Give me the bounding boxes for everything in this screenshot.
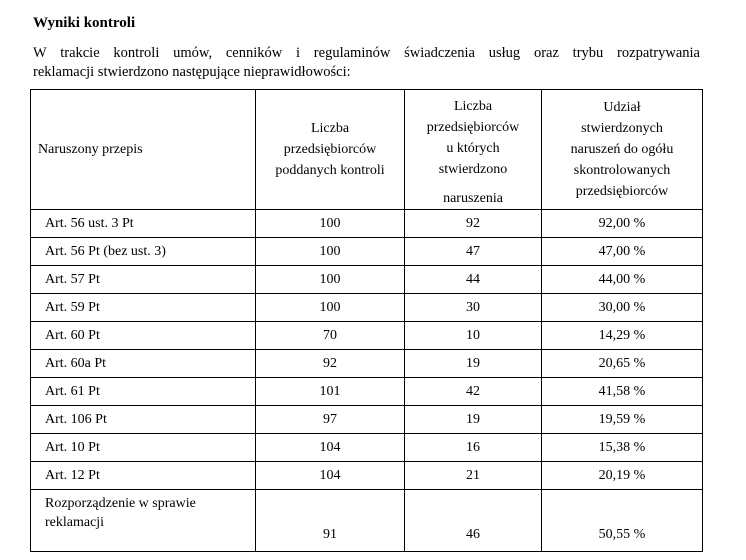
cell-provision: Art. 56 ust. 3 Pt bbox=[31, 210, 256, 238]
cell-violations: 21 bbox=[405, 462, 542, 490]
cell-share: 50,55 % bbox=[542, 490, 703, 552]
cell-provision-line: reklamacji bbox=[45, 515, 105, 530]
header-violations-line: Liczba bbox=[453, 99, 493, 114]
table-row bbox=[31, 350, 703, 378]
header-share-line: stwierdzonych bbox=[581, 121, 663, 136]
cell-share: 44,00 % bbox=[542, 266, 703, 294]
cell-controlled: 91 bbox=[256, 490, 405, 552]
cell-violations: 16 bbox=[405, 434, 542, 462]
header-controlled-line: przedsiębiorców bbox=[283, 142, 377, 157]
cell-controlled: 101 bbox=[256, 378, 405, 406]
cell-controlled: 70 bbox=[256, 322, 405, 350]
cell-provision bbox=[31, 490, 256, 552]
cell-provision-line: Rozporządzenie w sprawie bbox=[45, 496, 196, 511]
cell-share: 19,59 % bbox=[542, 406, 703, 434]
table-row bbox=[31, 406, 703, 434]
header-share bbox=[542, 90, 703, 210]
cell-violations: 42 bbox=[405, 378, 542, 406]
cell-provision: Art. 60a Pt bbox=[31, 350, 256, 378]
table-row bbox=[31, 210, 703, 238]
cell-provision: Art. 61 Pt bbox=[31, 378, 256, 406]
cell-violations: 46 bbox=[405, 490, 542, 552]
cell-controlled: 104 bbox=[256, 462, 405, 490]
violations-table bbox=[30, 89, 703, 552]
header-provision: Naruszony przepis bbox=[31, 90, 256, 210]
table-row bbox=[31, 462, 703, 490]
cell-controlled: 92 bbox=[256, 350, 405, 378]
cell-provision: Art. 59 Pt bbox=[31, 294, 256, 322]
cell-violations: 92 bbox=[405, 210, 542, 238]
header-controlled-line: poddanych kontroli bbox=[275, 163, 385, 178]
intro-line-1: W trakcie kontroli umów, cenników i regulaminów świadczenia usług oraz trybu rozpatrywania bbox=[33, 45, 700, 61]
cell-share: 14,29 % bbox=[542, 322, 703, 350]
cell-provision: Art. 12 Pt bbox=[31, 462, 256, 490]
cell-provision: Art. 57 Pt bbox=[31, 266, 256, 294]
cell-controlled: 100 bbox=[256, 238, 405, 266]
intro-paragraph bbox=[33, 44, 700, 82]
table-row bbox=[31, 490, 703, 552]
cell-controlled: 100 bbox=[256, 294, 405, 322]
cell-provision: Art. 106 Pt bbox=[31, 406, 256, 434]
cell-controlled: 97 bbox=[256, 406, 405, 434]
cell-violations: 44 bbox=[405, 266, 542, 294]
cell-provision: Art. 10 Pt bbox=[31, 434, 256, 462]
cell-controlled: 100 bbox=[256, 210, 405, 238]
cell-violations: 47 bbox=[405, 238, 542, 266]
table-row bbox=[31, 322, 703, 350]
table-row bbox=[31, 238, 703, 266]
table-row bbox=[31, 434, 703, 462]
header-violations-line: stwierdzono bbox=[438, 162, 508, 177]
cell-violations: 19 bbox=[405, 406, 542, 434]
cell-share: 20,65 % bbox=[542, 350, 703, 378]
cell-share: 15,38 % bbox=[542, 434, 703, 462]
header-share-line: Udział bbox=[603, 100, 641, 115]
cell-violations: 10 bbox=[405, 322, 542, 350]
header-share-line: skontrolowanych bbox=[573, 163, 671, 178]
cell-share: 47,00 % bbox=[542, 238, 703, 266]
cell-share: 92,00 % bbox=[542, 210, 703, 238]
cell-controlled: 104 bbox=[256, 434, 405, 462]
header-violations-line: przedsiębiorców bbox=[426, 120, 520, 135]
cell-provision: Art. 56 Pt (bez ust. 3) bbox=[31, 238, 256, 266]
cell-controlled: 100 bbox=[256, 266, 405, 294]
header-controlled bbox=[256, 90, 405, 210]
header-violations-line: u których bbox=[446, 141, 500, 156]
header-controlled-line: Liczba bbox=[310, 121, 350, 136]
table-row bbox=[31, 378, 703, 406]
section-heading: Wyniki kontroli bbox=[33, 15, 136, 31]
table-row bbox=[31, 266, 703, 294]
header-share-line: naruszeń do ogółu bbox=[570, 142, 674, 157]
table-header-row bbox=[31, 90, 703, 210]
cell-violations: 30 bbox=[405, 294, 542, 322]
cell-violations: 19 bbox=[405, 350, 542, 378]
cell-share: 30,00 % bbox=[542, 294, 703, 322]
header-share-line: przedsiębiorców bbox=[575, 184, 669, 199]
header-violations-line: naruszenia bbox=[443, 191, 503, 206]
table-row bbox=[31, 294, 703, 322]
cell-share: 20,19 % bbox=[542, 462, 703, 490]
cell-provision: Art. 60 Pt bbox=[31, 322, 256, 350]
intro-line-2: reklamacji stwierdzono następujące nieprawidłowości: bbox=[33, 64, 351, 80]
cell-share: 41,58 % bbox=[542, 378, 703, 406]
header-violations bbox=[405, 90, 542, 210]
